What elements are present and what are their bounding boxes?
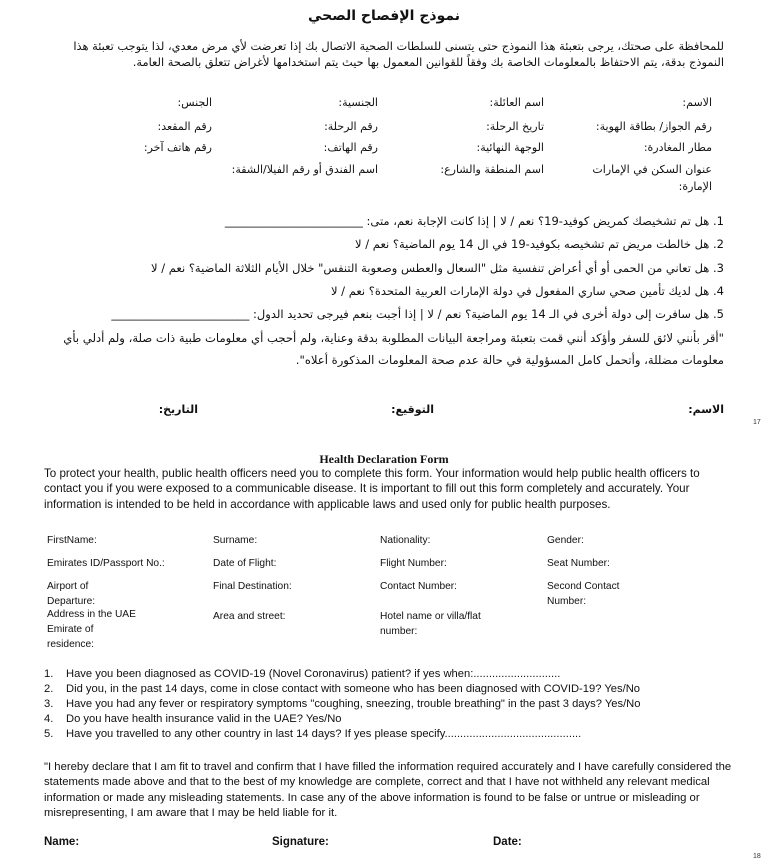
arabic-field-flight-date: تاريخ الرحلة: [486, 120, 544, 133]
english-intro-text: To protect your health, public health officers need you to complete this form. Your information would help public health officers to contact you if you were exposed to a communicable disease. It is important to fill out this form completely and accurately. Your information is intended to be held in accordance with applicable laws and used only for public health purposes. [44, 467, 700, 511]
arabic-field-emirate: الإمارة: [678, 180, 712, 193]
english-field-second-contact: Second Contact Number: [547, 581, 620, 607]
arabic-intro-text: للمحافظة على صحتك، يرجى بتعبئة هذا النموذج حتى يتسنى للسلطات الصحية الاتصال بك إذا تعرضت لأي مرض معدي، لذا يتوجب تعبئة هذا النموذج بدقة، يتم الاحتفاظ بالمعلومات الخاصة بك وفقاً للقوانين المعمول بها حيث يتم استخدامها لأغراض تتعلق بالصحة العامة. [73, 39, 724, 69]
english-sign-name-label: Name: [44, 836, 80, 848]
english-field-uae-address: Address in the UAE [47, 609, 136, 620]
arabic-field-seat-number: رقم المقعد: [157, 120, 212, 133]
english-field-gender: Gender: [547, 535, 584, 546]
arabic-question-1: 1. هل تم تشخيصك كمريض كوفيد-19؟ نعم / لا | إذا كانت الإجابة نعم، متى: ________________________ [224, 214, 724, 228]
arabic-field-uae-address: عنوان السكن في الإمارات [592, 163, 712, 176]
arabic-field-final-destination: الوجهة النهائية: [476, 141, 544, 154]
english-sign-date-label: Date: [493, 836, 522, 848]
english-field-nationality: Nationality: [380, 535, 431, 546]
arabic-form-title: نموذج الإفصاح الصحي [307, 8, 461, 24]
english-field-contact-number: Contact Number: [380, 581, 458, 592]
arabic-field-other-phone: رقم هاتف آخر: [143, 141, 212, 154]
english-question-2: 2. Did you, in the past 14 days, come in close contact with someone who has been diagnosed with COVID-19? Yes/No [44, 683, 641, 695]
arabic-question-3: 3. هل تعاني من الحمى أو أي أعراض تنفسية مثل "السعال والعطس وصعوبة التنفس" خلال الأيام الثلاثة الماضية؟ نعم / لا [151, 261, 724, 275]
english-field-flight-number: Flight Number: [380, 558, 447, 569]
english-declaration: "I hereby declare that I am fit to travel and confirm that I have filled the information required accurately and I have carefully considered the statements made above and that to the best of my knowledge are complete, correct and that I have not withheld any relevant medical information or made any misleading statements. In case any of the above information is found to be false or untrue or misleading or misrepresenting, I am aware that I may be held liable for it. [44, 761, 732, 819]
english-sign-signature-label: Signature: [272, 836, 329, 848]
english-form-title: Health Declaration Form [319, 452, 449, 466]
arabic-question-4: 4. هل لديك تأمين صحي ساري المفعول في دولة الإمارات العربية المتحدة؟ نعم / لا [330, 284, 724, 298]
arabic-sign-signature-label: التوقيع: [391, 403, 434, 416]
arabic-field-phone-number: رقم الهاتف: [323, 141, 378, 154]
arabic-field-gender: الجنس: [177, 96, 212, 109]
english-question-1: 1. Have you been diagnosed as COVID-19 (Novel Coronavirus) patient? if yes when:............................ [44, 668, 561, 680]
arabic-field-flight-number: رقم الرحلة: [324, 120, 378, 133]
english-field-emirate: Emirate of residence: [47, 624, 95, 650]
arabic-question-2: 2. هل خالطت مريض تم تشخيصه بكوفيد-19 في ال 14 يوم الماضية؟ نعم / لا [355, 237, 724, 251]
english-question-5: 5. Have you travelled to any other country in last 14 days? If yes please specify............................................ [44, 728, 582, 740]
english-question-3: 3. Have you had any fever or respiratory symptoms "coughing, sneezing, trouble breathing" in the past 3 days? Yes/No [44, 698, 641, 710]
arabic-declaration: "أقر بأنني لائق للسفر وأؤكد أنني قمت بتعبئة ومراجعة البيانات المطلوبة بدقة وعناية، ولم أحجب أي معلومات طبية ذات صلة، ولم أدلي بأي معلومات مضللة، وأتحمل كامل المسؤولية في حالة عدم صحة المعلومات المذكورة أعلاه". [63, 331, 724, 367]
arabic-sign-name-label: الاسم: [688, 403, 724, 416]
arabic-field-nationality: الجنسية: [338, 96, 378, 109]
page-number-17: 17 [753, 419, 761, 426]
arabic-field-name: الاسم: [682, 96, 712, 109]
arabic-field-area-street: اسم المنطقة والشارع: [440, 163, 544, 176]
english-question-4: 4. Do you have health insurance valid in the UAE? Yes/No [44, 713, 342, 725]
arabic-field-passport: رقم الجواز/ بطاقة الهوية: [595, 120, 712, 133]
arabic-question-5: 5. هل سافرت إلى دولة أخرى في الـ 14 يوم الماضية؟ نعم / لا | إذا أجبت بنعم فيرجى تحديد الدول: ________________________ [111, 307, 724, 321]
english-field-final-destination: Final Destination: [213, 581, 292, 592]
english-field-seat-number: Seat Number: [547, 558, 610, 569]
arabic-field-departure-airport: مطار المغادرة: [643, 141, 712, 154]
arabic-field-hotel-villa: اسم الفندق أو رقم الفيلا/الشقة: [231, 163, 378, 176]
arabic-sign-date-label: التاريخ: [158, 403, 198, 416]
english-field-hotel-villa: Hotel name or villa/flat number: [380, 611, 481, 637]
english-field-passport: Emirates ID/Passport No.: [47, 558, 165, 569]
english-field-first-name: FirstName: [47, 535, 97, 546]
page-number-18: 18 [753, 853, 761, 860]
english-field-departure-airport: Airport of Departure: [47, 581, 96, 607]
english-field-surname: Surname: [213, 535, 258, 546]
english-field-area-street: Area and street: [213, 611, 286, 622]
arabic-field-family-name: اسم العائلة: [489, 96, 544, 109]
english-field-flight-date: Date of Flight: [213, 558, 277, 569]
